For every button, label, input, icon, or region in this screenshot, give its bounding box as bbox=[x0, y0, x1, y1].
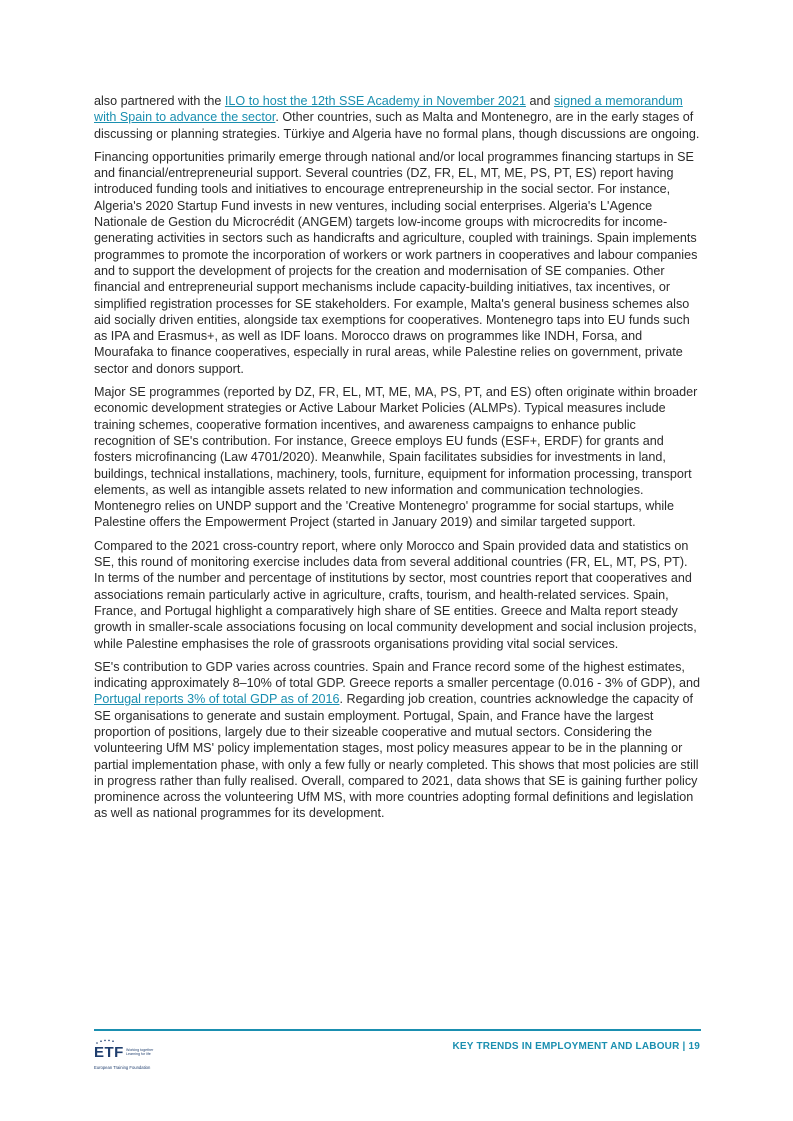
logo-letters: ETF bbox=[94, 1044, 124, 1061]
logo-foundation-name: European Training Foundation bbox=[94, 1065, 151, 1070]
etf-logo bbox=[94, 1036, 164, 1072]
paragraph-text: Major SE programmes (reported by DZ, FR, EL, MT, ME, MA, PS, PT, and ES) often originate within broader economic development strategies or Active Labour Market Policies (ALMPs). Typical measures include training schemes, cooperative formation incentives, and awareness campaigns to enhance public recognition of SE's contribution. For instance, Greece employs EU funds (ESF+, ERDF) for grants and fosters microfinancing (Law 4701/2020). Meanwhile, Spain facilitates subsidies for investments in land, buildings, technical installations, machinery, tools, furniture, equipment for information processing, transport elements, as well as intangible assets related to new information and communication technologies. Montenegro relies on UNDP support and the 'Creative Montenegro' programme for social startups, while Palestine offers the Empowerment Project (started in January 2019) and similar targeted support. bbox=[94, 385, 698, 530]
footer-title: KEY TRENDS IN EMPLOYMENT AND LABOUR | 19 bbox=[452, 1041, 700, 1052]
paragraph bbox=[94, 659, 700, 822]
paragraph bbox=[94, 93, 700, 142]
paragraph-text: SE's contribution to GDP varies across countries. Spain and France record some of the highest estimates, indicating approximately 8–10% of total GDP. Greece reports a smaller percentage (0.016 - 3% of GDP), and bbox=[94, 659, 700, 691]
paragraph-text: Financing opportunities primarily emerge through national and/or local programmes financing startups in SE and financial/entrepreneurial support. Several countries (DZ, FR, EL, MT, ME, PS, PT, ES) report having introduced funding tools and initiatives to encourage entrepreneurship in the social sector. For instance, Algeria's 2020 Startup Fund invests in new ventures, including social enterprises. Algeria's L'Agence Nationale de Gestion du Microcrédit (ANGEM) targets low-income groups with microcredits for income-generating activities in sectors such as handicrafts and agriculture, coupled with trainings. Spain implements programmes to promote the incorporation of workers or work partners in cooperatives and labour companies and to support the development of projects for the creation and modernisation of SE companies. Other financial and entrepreneurial support mechanisms include capacity-building initiatives, tax incentives, or simplified registration processes for SE stakeholders. For example, Malta's general business schemes also aid socially driven entities, alongside tax exemptions for cooperatives. Montenegro taps into EU funds such as IPA and Erasmus+, as well as IDF loans. Morocco draws on programmes like INDH, Forsa, and Mourafaka to finance cooperatives, especially in rural areas, while Palestine relies on government, private sector and donors support. bbox=[94, 149, 698, 376]
paragraph-text: . Regarding job creation, countries acknowledge the capacity of SE organisations to generate and sustain employment. Portugal, Spain, and France have the largest proportion of positions, largely due to their sizeable cooperative and mutual sectors. Considering the volunteering UfM MS' policy implementation stages, most policy measures appear to be in the planning or partial implementation phase, with only a few fully or nearly completed. This shows that most policies are still in progress rather than fully realised. Overall, compared to 2021, data shows that SE is gaining further policy prominence across the volunteering UfM MS, with more countries adopting formal definitions and legislation as well as national programmes for its development. bbox=[94, 692, 699, 821]
paragraph bbox=[94, 538, 700, 652]
logo-tagline: Working together Learning for life bbox=[126, 1048, 154, 1057]
paragraph-text: Compared to the 2021 cross-country report, where only Morocco and Spain provided data and statistics on SE, this round of monitoring exercise includes data from several additional countries (FR, EL, MT, PS, PT). In terms of the number and percentage of institutions by sector, most countries report that cooperatives and associations remain particularly active in agriculture, crafts, tourism, and health-related services. Spain, France, and Portugal highlight a comparatively high share of SE entities. Greece and Malta report steady growth in smaller-scale associations focusing on local community development and social inclusion projects, while Palestine emphasises the role of grassroots organisations providing vital social services. bbox=[94, 538, 697, 651]
inline-link[interactable]: Portugal reports 3% of total GDP as of 2016 bbox=[94, 692, 340, 707]
paragraph-text: and bbox=[525, 94, 554, 108]
paragraph bbox=[94, 384, 700, 531]
body-text bbox=[94, 93, 700, 829]
footer-divider bbox=[94, 1029, 701, 1031]
paragraph-text: . Other countries, such as Malta and Montenegro, are in the early stages of discussing or planning strategies. Türkiye and Algeria have no formal plans, though discussions are ongoing. bbox=[94, 110, 700, 141]
paragraph-text: also partnered with the bbox=[94, 94, 225, 108]
inline-link[interactable]: signed a memorandum with Spain to advance the sector bbox=[94, 94, 683, 125]
inline-link[interactable]: ILO to host the 12th SSE Academy in November 2021 bbox=[224, 94, 526, 108]
paragraph bbox=[94, 149, 700, 377]
